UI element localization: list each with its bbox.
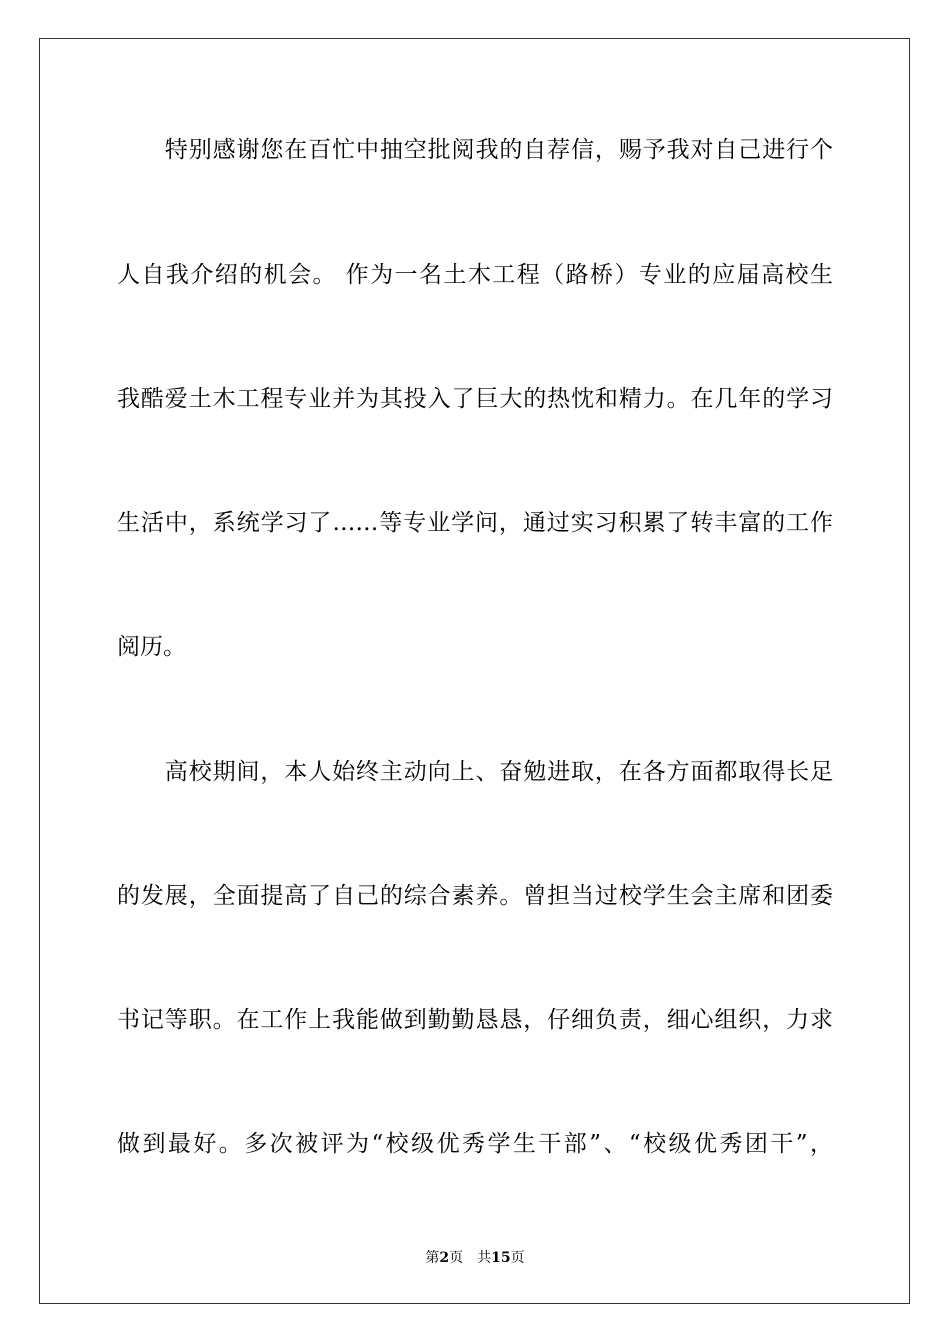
text-line-1: 特别感谢您在百忙中抽空批阅我的自荐信，赐予我对自己进行个 bbox=[117, 137, 833, 163]
text-line-8: 书记等职。在工作上我能做到勤勤恳恳，仔细负责，细心组织，力求 bbox=[117, 1007, 833, 1033]
footer-page-number: 2 bbox=[439, 1250, 450, 1266]
text-line-6: 高校期间，本人始终主动向上、奋勉进取，在各方面都取得长足 bbox=[117, 759, 833, 785]
text-line-7: 的发展，全面提高了自己的综合素养。曾担当过校学生会主席和团委 bbox=[117, 883, 833, 909]
text-line-4: 生活中，系统学习了……等专业学问，通过实习积累了转丰富的工作 bbox=[117, 510, 833, 536]
footer-total-pages: 15 bbox=[491, 1250, 511, 1266]
footer-page-suffix: 页 共 bbox=[449, 1250, 492, 1266]
text-line-9: 做到最好。多次被评为“校级优秀学生干部”、“校级优秀团干”， bbox=[117, 1131, 833, 1157]
text-line-3: 我酷爱土木工程专业并为其投入了巨大的热忱和精力。在几年的学习 bbox=[117, 386, 833, 412]
page-border bbox=[39, 38, 910, 1304]
footer-total-suffix: 页 bbox=[510, 1250, 525, 1266]
page-footer bbox=[0, 1248, 950, 1268]
text-line-2: 人自我介绍的机会。 作为一名土木工程（路桥）专业的应届高校生 bbox=[117, 262, 833, 288]
text-line-5: 阅历。 bbox=[117, 634, 186, 660]
footer-page-prefix: 第 bbox=[425, 1250, 440, 1266]
